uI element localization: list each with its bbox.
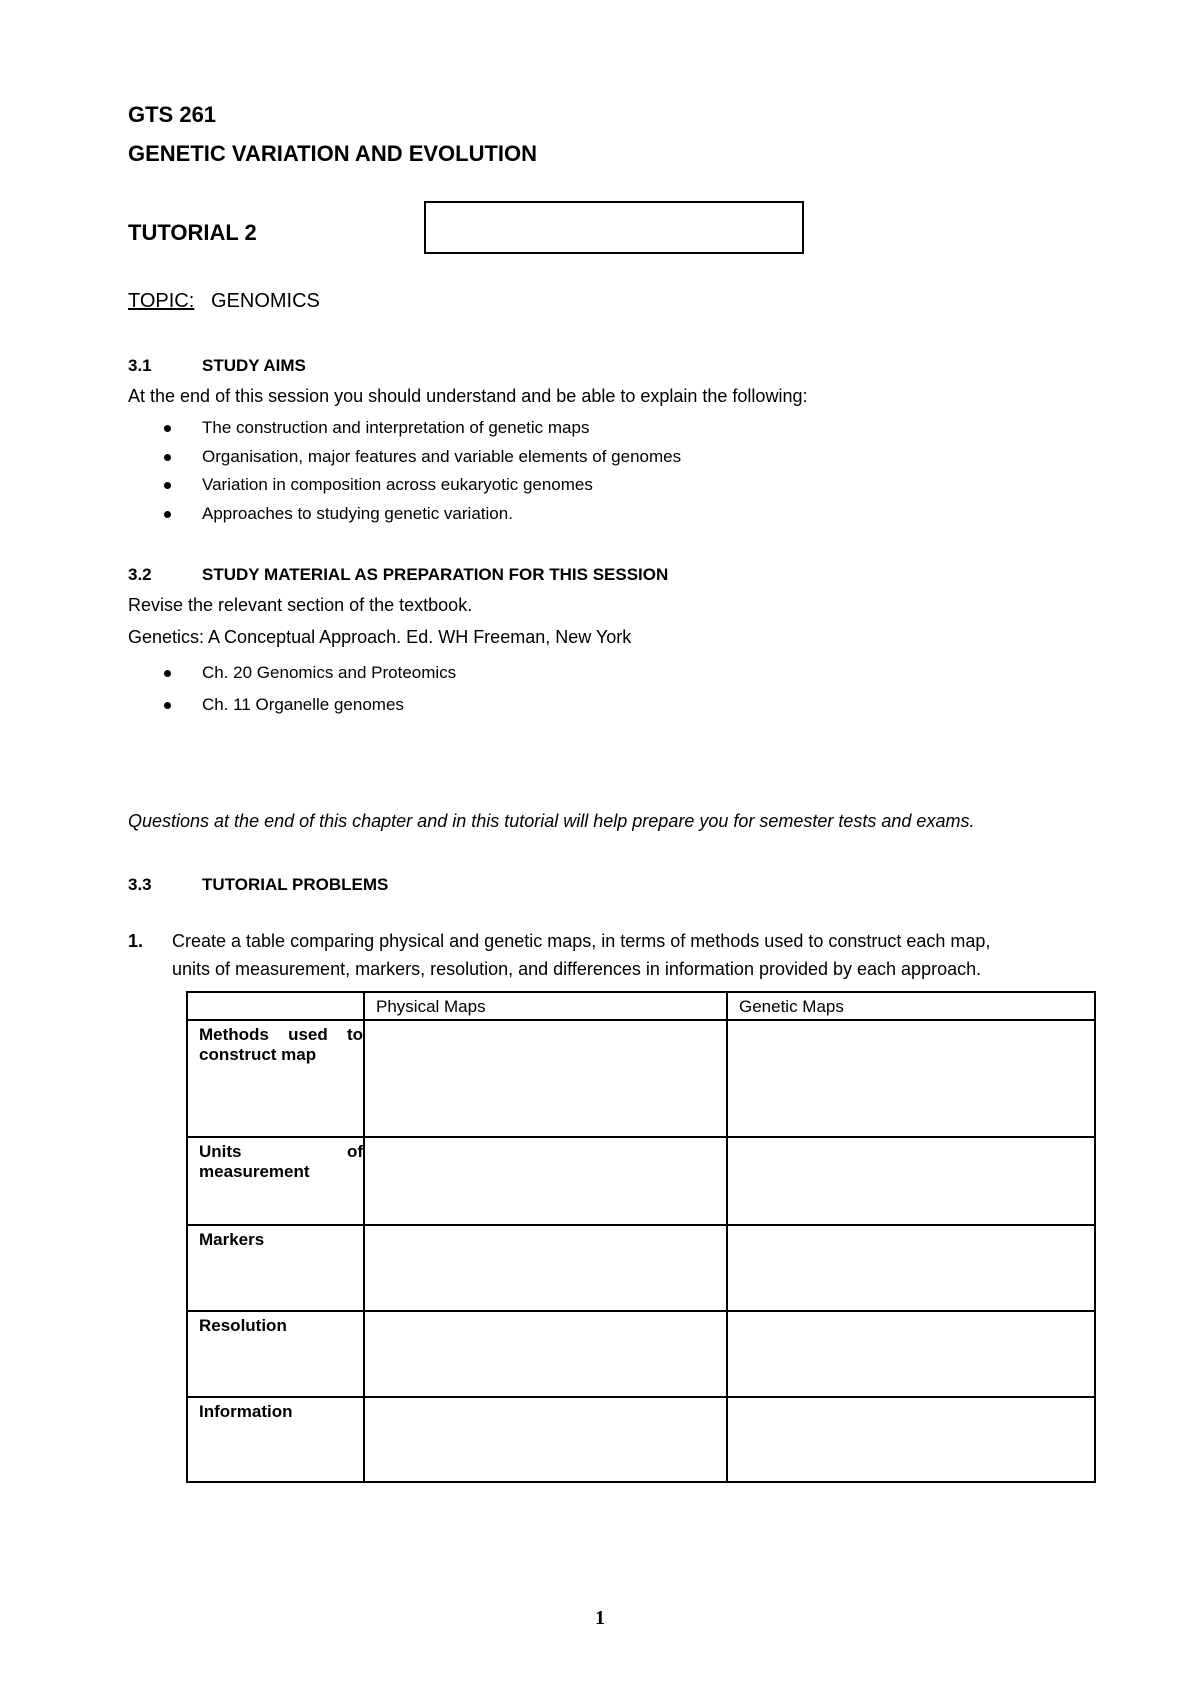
section-3-2-line1: Revise the relevant section of the textbook. <box>128 595 473 615</box>
table-cell[interactable] <box>364 1020 727 1137</box>
list-item <box>164 500 681 529</box>
section-3-2-line2: Genetics: A Conceptual Approach. Ed. WH Freeman, New York <box>128 627 632 647</box>
list-item <box>164 443 681 472</box>
bullet-icon <box>164 670 171 677</box>
tutorial-title: TUTORIAL 2 <box>128 220 257 245</box>
table-cell[interactable] <box>364 1225 727 1311</box>
section-3-1-title: STUDY AIMS <box>202 356 306 375</box>
course-title: GENETIC VARIATION AND EVOLUTION <box>128 141 538 166</box>
row-label-markers: Markers <box>187 1225 364 1311</box>
topic-label: TOPIC: <box>128 290 195 312</box>
table-header-row <box>187 992 1095 1020</box>
table-cell[interactable] <box>727 1225 1095 1311</box>
table-row <box>187 1397 1095 1482</box>
study-aims-list <box>164 414 681 528</box>
table-row <box>187 1137 1095 1225</box>
table-cell[interactable] <box>727 1020 1095 1137</box>
topic-value: GENOMICS <box>210 290 320 312</box>
table-cell[interactable] <box>364 1311 727 1397</box>
table-row <box>187 1020 1095 1137</box>
bullet-icon <box>164 511 171 518</box>
bullet-icon <box>164 482 171 489</box>
list-item-text: Ch. 11 Organelle genomes <box>202 695 404 714</box>
section-3-2-number: 3.2 <box>128 565 152 584</box>
list-item-text: Ch. 20 Genomics and Proteomics <box>202 663 457 682</box>
table-corner-cell <box>187 992 364 1020</box>
topic-line <box>128 290 320 313</box>
name-entry-box[interactable] <box>424 201 804 254</box>
question-1-line2: units of measurement, markers, resolution, and differences in information provided by each approach. <box>172 959 982 979</box>
section-3-1-intro: At the end of this session you should understand and be able to explain the following: <box>128 386 808 406</box>
list-item-text: The construction and interpretation of genetic maps <box>202 418 590 437</box>
list-item <box>164 414 681 443</box>
row-label-units: Units of measurement <box>187 1137 364 1225</box>
list-item-text: Approaches to studying genetic variation. <box>202 503 513 523</box>
comparison-table <box>186 991 1096 1483</box>
list-item-text: Organisation, major features and variable elements of genomes <box>202 446 682 466</box>
list-item <box>164 689 456 721</box>
course-code: GTS 261 <box>128 102 217 127</box>
bullet-icon <box>164 454 171 461</box>
list-item-text: Variation in composition across eukaryotic genomes <box>202 475 593 494</box>
page-number: 1 <box>595 1607 605 1629</box>
table-cell[interactable] <box>364 1397 727 1482</box>
bullet-icon <box>164 702 171 709</box>
question-1-line1: Create a table comparing physical and genetic maps, in terms of methods used to construct each map, <box>172 931 991 951</box>
bullet-icon <box>164 425 171 432</box>
row-label-information: Information <box>187 1397 364 1482</box>
table-cell[interactable] <box>364 1137 727 1225</box>
section-3-3-number: 3.3 <box>128 875 152 894</box>
preparation-note: Questions at the end of this chapter and in this tutorial will help prepare you for semester tests and exams. <box>128 811 975 831</box>
section-3-1-number: 3.1 <box>128 356 152 375</box>
table-cell[interactable] <box>727 1397 1095 1482</box>
row-label-resolution: Resolution <box>187 1311 364 1397</box>
table-row <box>187 1311 1095 1397</box>
table-cell[interactable] <box>727 1311 1095 1397</box>
section-3-2-title: STUDY MATERIAL AS PREPARATION FOR THIS SESSION <box>202 565 669 584</box>
table-cell[interactable] <box>727 1137 1095 1225</box>
column-header-physical: Physical Maps <box>364 992 727 1020</box>
section-3-3-title: TUTORIAL PROBLEMS <box>202 875 389 894</box>
row-label-methods: Methods used to construct map <box>187 1020 364 1137</box>
question-1-number: 1. <box>128 931 144 951</box>
list-item <box>164 471 681 500</box>
column-header-genetic: Genetic Maps <box>727 992 1095 1020</box>
table-row <box>187 1225 1095 1311</box>
study-material-list <box>164 657 456 721</box>
list-item <box>164 657 456 689</box>
